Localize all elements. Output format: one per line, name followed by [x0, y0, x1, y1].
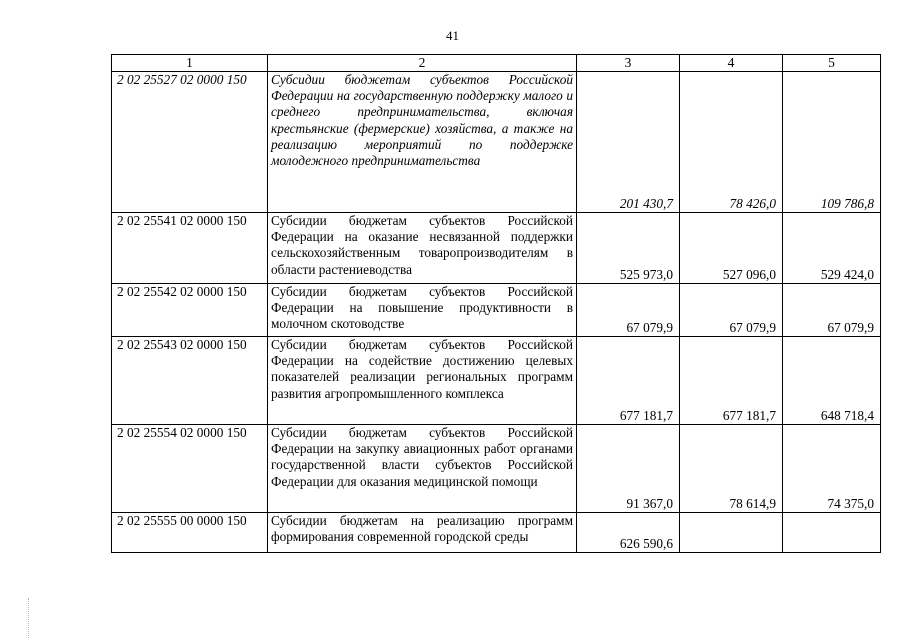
table-row: [112, 213, 881, 284]
row-value-col3: 91 367,0: [577, 425, 680, 513]
row-description: Субсидии бюджетам субъектов Российской Федерации на оказание несвязанной поддержки сельскохозяйственным товаропроизводителям в области растениеводства: [268, 213, 577, 284]
row-value-col4: 677 181,7: [680, 337, 783, 425]
row-description: Субсидии бюджетам субъектов Российской Федерации на государственную поддержку малого и среднего предпринимательства, включая крестьянские (фермерские) хозяйства, а также на реализацию мероприятий по поддержке молодежного предпринимательства: [268, 72, 577, 213]
row-value-col3: 677 181,7: [577, 337, 680, 425]
row-value-col3: 626 590,6: [577, 513, 680, 553]
row-value-col5: 648 718,4: [783, 337, 881, 425]
table-row: [112, 72, 881, 213]
column-header-2: 2: [268, 55, 577, 72]
row-code: 2 02 25527 02 0000 150: [112, 72, 268, 213]
row-value-col3: 67 079,9: [577, 284, 680, 337]
table-row: [112, 337, 881, 425]
column-header-5: 5: [783, 55, 881, 72]
row-value-col5: 529 424,0: [783, 213, 881, 284]
header-row: [112, 55, 881, 72]
column-header-3: 3: [577, 55, 680, 72]
row-value-col4: 78 614,9: [680, 425, 783, 513]
table-row: [112, 425, 881, 513]
budget-table: [111, 54, 881, 553]
column-header-1: 1: [112, 55, 268, 72]
row-value-col5: 109 786,8: [783, 72, 881, 213]
column-header-4: 4: [680, 55, 783, 72]
row-value-col4: 78 426,0: [680, 72, 783, 213]
row-description: Субсидии бюджетам на реализацию программ формирования современной городской среды: [268, 513, 577, 553]
scan-margin-marks: [28, 598, 31, 638]
row-value-col3: 525 973,0: [577, 213, 680, 284]
row-value-col4: [680, 513, 783, 553]
row-description: Субсидии бюджетам субъектов Российской Федерации на закупку авиационных работ органами государственной власти субъектов Российской Федерации для оказания медицинской помощи: [268, 425, 577, 513]
row-code: 2 02 25555 00 0000 150: [112, 513, 268, 553]
row-code: 2 02 25554 02 0000 150: [112, 425, 268, 513]
row-value-col5: [783, 513, 881, 553]
row-value-col5: 74 375,0: [783, 425, 881, 513]
row-code: 2 02 25542 02 0000 150: [112, 284, 268, 337]
row-value-col3: 201 430,7: [577, 72, 680, 213]
page-number: 41: [446, 28, 459, 43]
row-description: Субсидии бюджетам субъектов Российской Федерации на содействие достижению целевых показателей реализации региональных программ развития агропромышленного комплекса: [268, 337, 577, 425]
table-row: [112, 284, 881, 337]
row-value-col4: 527 096,0: [680, 213, 783, 284]
row-value-col4: 67 079,9: [680, 284, 783, 337]
table-row: [112, 513, 881, 553]
row-code: 2 02 25543 02 0000 150: [112, 337, 268, 425]
row-value-col5: 67 079,9: [783, 284, 881, 337]
row-code: 2 02 25541 02 0000 150: [112, 213, 268, 284]
row-description: Субсидии бюджетам субъектов Российской Федерации на повышение продуктивности в молочном скотоводстве: [268, 284, 577, 337]
